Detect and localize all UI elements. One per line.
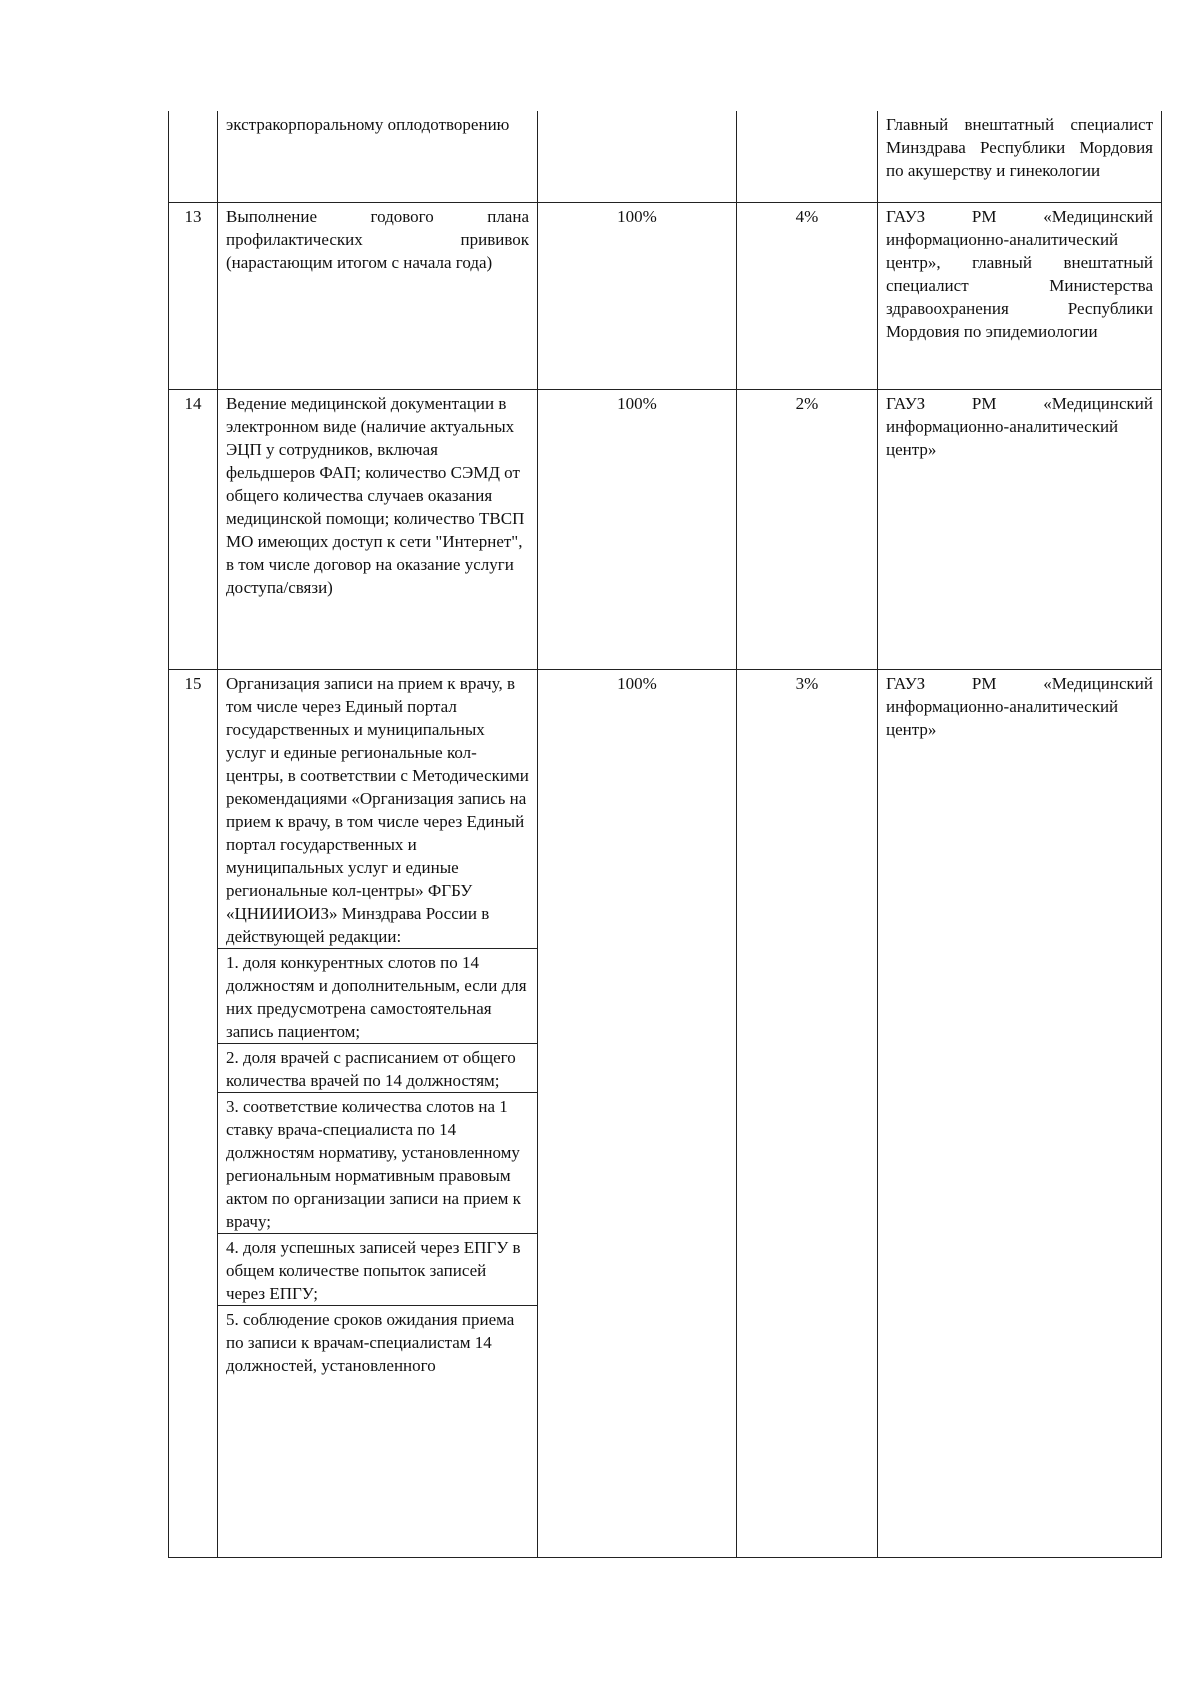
indicators-table: [168, 111, 1162, 1558]
subitem: 4. доля успешных записей через ЕПГУ в общем количестве попыток записей через ЕПГУ;: [218, 1233, 537, 1305]
indicator-name: Организация записи на прием к врачу, в том числе через Единый портал государственных и муниципальных услуг и единые региональные кол-центры, в соответствии с Методическими рекомендациями «Организация запись на прием к врачу, в том числе через Единый портал государственных и муниципальных услуг и единые региональные кол-центры» ФГБУ «ЦНИИИОИЗ» Минздрава России в действующей редакции:: [226, 673, 529, 946]
subitem: 3. соответствие количества слотов на 1 ставку врача-специалиста по 14 должностям нормативу, установленному региональным нормативным правовым актом по организации записи на прием к врачу;: [218, 1092, 537, 1233]
weight-value: [737, 111, 878, 202]
subitem: 2. доля врачей с расписанием от общего количества врачей по 14 должностям;: [218, 1043, 537, 1092]
weight-value: 4%: [737, 202, 878, 389]
responsible-party: ГАУЗ РМ «Медицинский информационно-аналитический центр»: [878, 389, 1162, 669]
responsible-party: Главный внештатный специалист Минздрава Республики Мордовия по акушерству и гинекологии: [878, 111, 1162, 202]
weight-value: 2%: [737, 389, 878, 669]
target-value: 100%: [538, 389, 737, 669]
row-number: 13: [169, 202, 218, 389]
target-value: [538, 111, 737, 202]
table-row: [169, 202, 1162, 389]
indicator-name: экстракорпоральному оплодотворению: [218, 111, 538, 202]
row-number: 14: [169, 389, 218, 669]
row-number: [169, 111, 218, 202]
responsible-party: ГАУЗ РМ «Медицинский информационно-аналитический центр»: [878, 669, 1162, 1557]
table-row: [169, 389, 1162, 669]
indicator-name-cell: [218, 669, 538, 1557]
indicator-name: Ведение медицинской документации в электронном виде (наличие актуальных ЭЦП у сотрудников, включая фельдшеров ФАП; количество СЭМД от общего количества случаев оказания медицинской помощи; количество ТВСП МО имеющих доступ к сети "Интернет", в том числе договор на оказание услуги доступа/связи): [218, 389, 538, 669]
subitem: 1. доля конкурентных слотов по 14 должностям и дополнительным, если для них предусмотрена самостоятельная запись пациентом;: [218, 948, 537, 1043]
row-number: 15: [169, 669, 218, 1557]
target-value: 100%: [538, 202, 737, 389]
indicator-name: Выполнение годового плана профилактических прививок (нарастающим итогом с начала года): [218, 202, 538, 389]
subitem: 5. соблюдение сроков ожидания приема по записи к врачам-специалистам 14 должностей, установленного: [218, 1305, 537, 1377]
target-value: 100%: [538, 669, 737, 1557]
responsible-party: ГАУЗ РМ «Медицинский информационно-аналитический центр», главный внештатный специалист Министерства здравоохранения Республики Мордовия по эпидемиологии: [878, 202, 1162, 389]
table-row: [169, 111, 1162, 202]
table-row: [169, 669, 1162, 1557]
weight-value: 3%: [737, 669, 878, 1557]
